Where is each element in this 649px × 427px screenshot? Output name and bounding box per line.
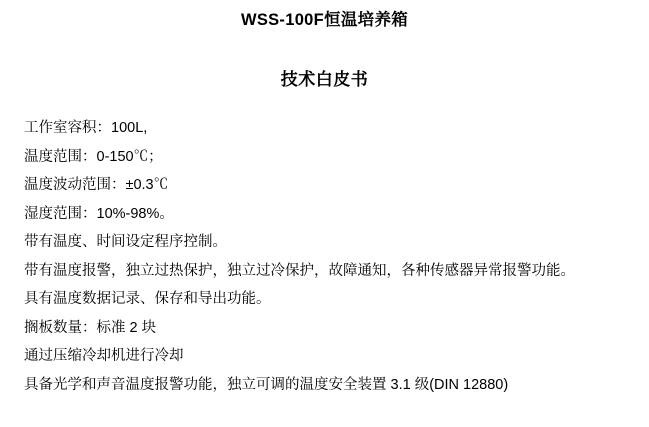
page-title: WSS-100F恒温培养箱 — [240, 11, 409, 29]
list-item: 通过压缩冷却机进行冷却 — [24, 348, 184, 364]
list-item: 搁板数量：标准 2 块 — [24, 319, 157, 336]
list-item: 具备光学和声音温度报警功能，独立可调的温度安全装置 3.1 级(DIN 12880) — [24, 376, 509, 393]
list-item: 温度范围：0-150℃； — [24, 148, 163, 165]
list-item: 带有温度报警，独立过热保护，独立过冷保护，故障通知，各种传感器异常报警功能。 — [24, 262, 575, 279]
page-subtitle: 技术白皮书 — [280, 70, 369, 89]
list-item: 具有温度数据记录、保存和导出功能。 — [24, 291, 271, 307]
list-item: 带有温度、时间设定程序控制。 — [24, 234, 227, 250]
list-item: 工作室容积：100L, — [24, 120, 148, 136]
document-page — [0, 8, 649, 427]
list-item: 湿度范围：10%-98%。 — [24, 205, 174, 222]
specification-list — [22, 114, 627, 399]
list-item: 温度波动范围：±0.3℃ — [24, 177, 169, 193]
